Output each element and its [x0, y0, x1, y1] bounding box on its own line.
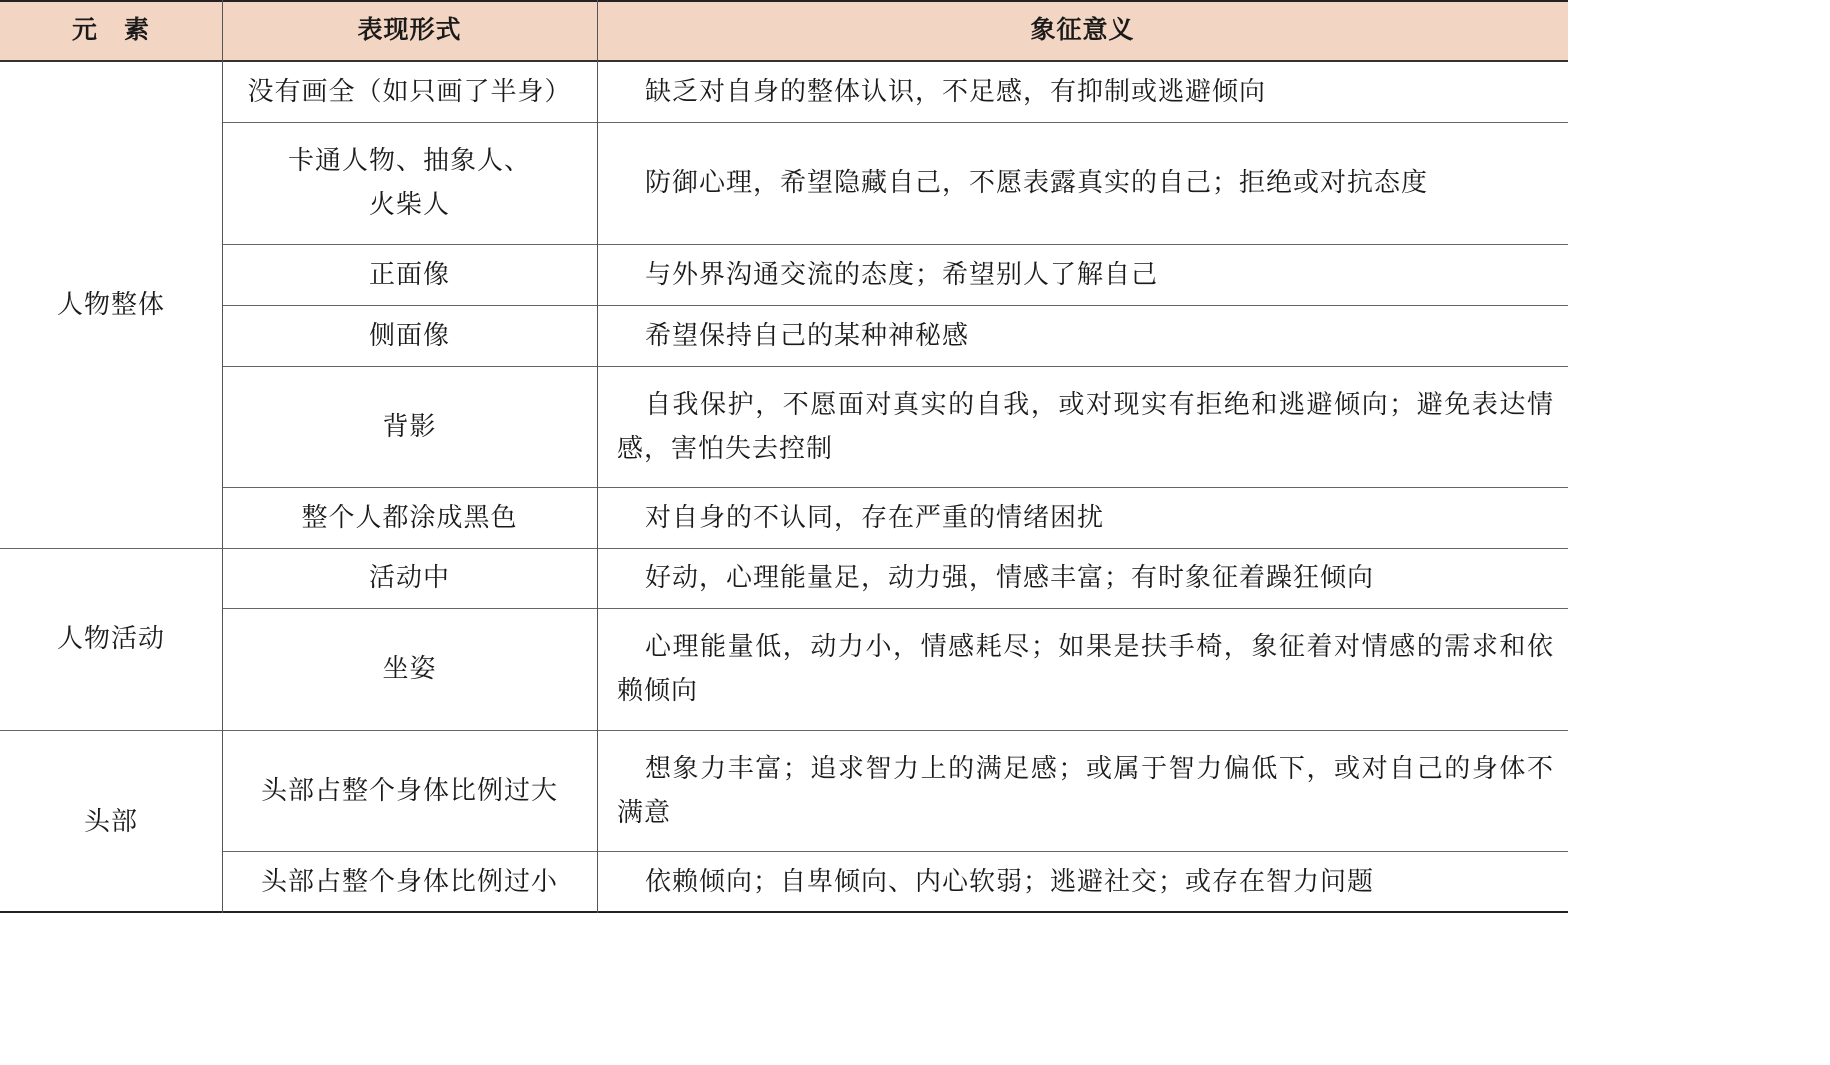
row-rule — [222, 608, 1568, 609]
group-label-whole-figure: 人物整体 — [56, 290, 165, 320]
meaning-cell: 希望保持自己的某种神秘感 — [645, 320, 970, 351]
meaning-cell: 对自身的不认同，存在严重的情绪困扰 — [645, 502, 1105, 533]
meaning-cell: 与外界沟通交流的态度；希望别人了解自己 — [645, 259, 1159, 290]
meaning-cell: 好动，心理能量足，动力强，情感丰富；有时象征着躁狂倾向 — [645, 563, 1375, 593]
table-bottom-rule — [0, 911, 1568, 913]
meaning-cell: 缺乏对自身的整体认识，不足感，有抑制或逃避倾向 — [645, 77, 1267, 107]
group-rule — [0, 730, 1568, 731]
row-rule — [222, 244, 1568, 245]
form-cell: 卡通人物、抽象人、火柴人 — [287, 146, 531, 220]
form-cell: 头部占整个身体比例过大 — [260, 775, 558, 806]
header-rule — [0, 60, 1568, 62]
header-element: 元 素 — [71, 15, 150, 44]
header-meaning: 象征意义 — [1030, 15, 1135, 44]
row-rule — [222, 305, 1568, 306]
form-cell: 没有画全（如只画了半身） — [247, 77, 572, 107]
form-cell: 背影 — [382, 411, 437, 442]
group-label-head: 头部 — [83, 806, 138, 837]
meaning-cell: 心理能量低，动力小，情感耗尽；如果是扶手椅，象征着对情感的需求和依赖倾向 — [617, 632, 1554, 706]
group-rule — [0, 548, 1568, 549]
row-rule — [222, 487, 1568, 488]
form-cell: 正面像 — [368, 259, 450, 290]
row-rule — [222, 366, 1568, 367]
row-rule — [222, 122, 1568, 123]
meaning-cell: 想象力丰富；追求智力上的满足感；或属于智力偏低下，或对自己的身体不满意 — [617, 753, 1554, 828]
row-rule — [222, 851, 1568, 852]
meaning-cell: 自我保护，不愿面对真实的自我，或对现实有拒绝和逃避倾向；避免表达情感，害怕失去控制 — [617, 389, 1554, 464]
group-label-figure-activity: 人物活动 — [56, 624, 165, 654]
header-form: 表现形式 — [357, 15, 462, 44]
column-divider — [597, 0, 598, 913]
form-cell: 活动中 — [368, 563, 450, 593]
meaning-cell: 防御心理，希望隐藏自己，不愿表露真实的自己；拒绝或对抗态度 — [645, 168, 1429, 198]
column-divider — [222, 0, 223, 913]
table-top-rule — [0, 0, 1568, 2]
form-cell: 侧面像 — [368, 320, 450, 351]
form-cell: 坐姿 — [382, 654, 437, 684]
form-cell: 整个人都涂成黑色 — [301, 502, 518, 533]
meaning-cell: 依赖倾向；自卑倾向、内心软弱；逃避社交；或存在智力问题 — [645, 867, 1375, 897]
form-cell: 头部占整个身体比例过小 — [260, 867, 558, 897]
